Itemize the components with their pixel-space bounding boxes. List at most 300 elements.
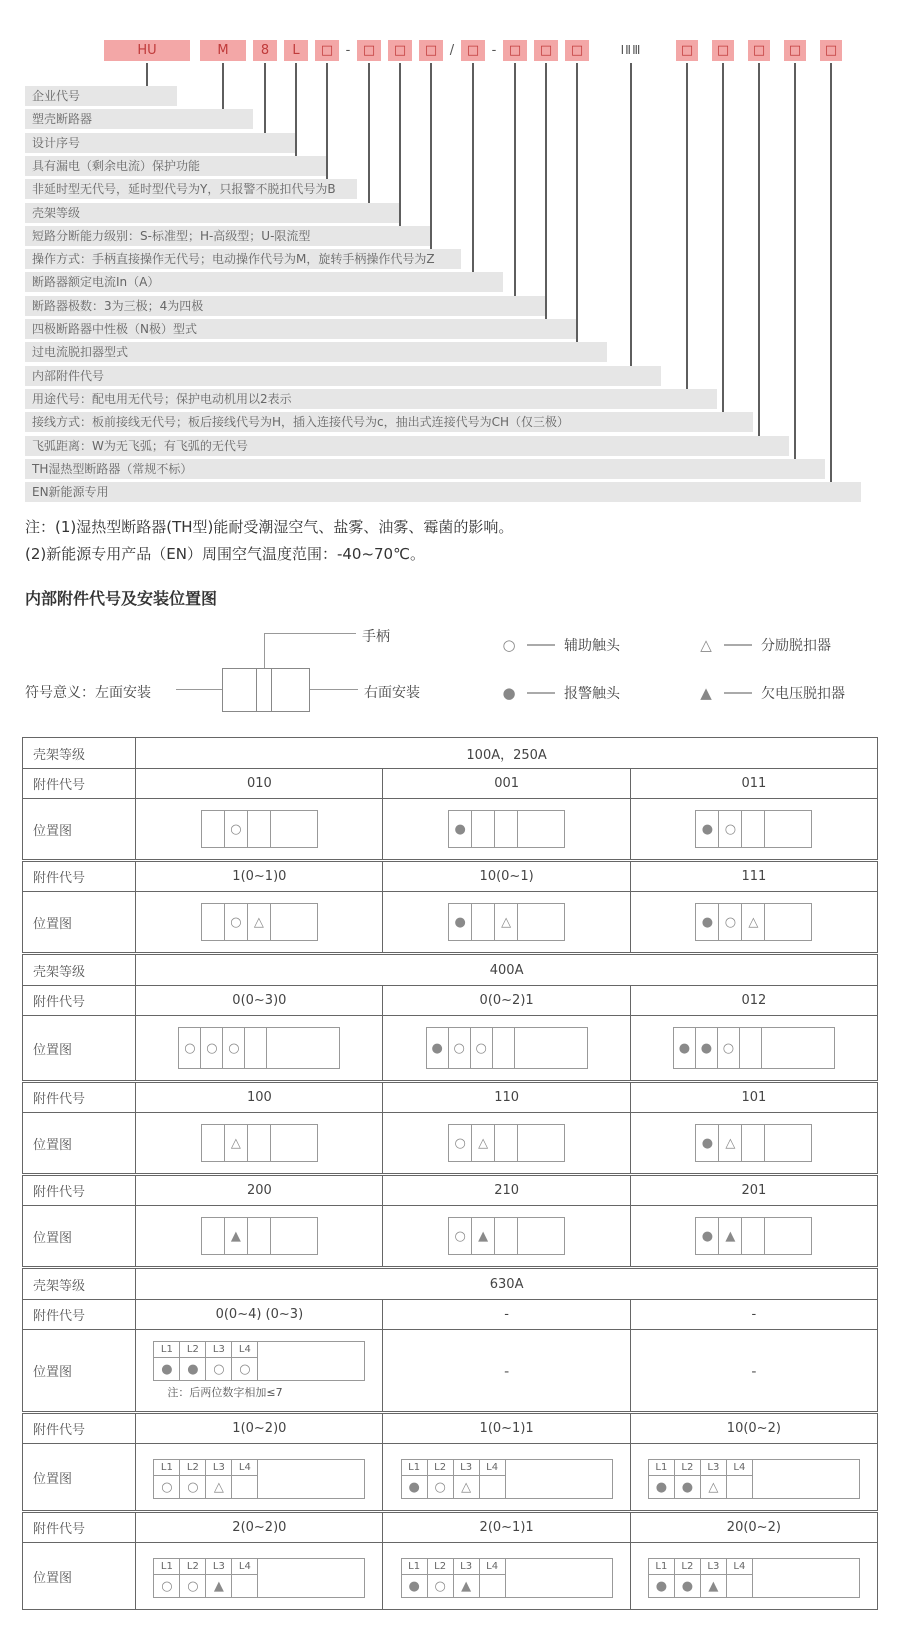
row-header-frame-level: 壳架等级 [23, 1268, 136, 1300]
model-code-segment-roman: ⅠⅡⅢ [620, 43, 642, 57]
pole-header: L2 [675, 1559, 701, 1575]
segment-description-label: 飞弧距离：W为无飞弧；有飞弧的无代号 [25, 436, 789, 456]
diagram-slot [518, 904, 564, 940]
position-diagram-row [23, 799, 878, 861]
segment-description-label: 接线方式：板前接线无代号；板后接线代号为H，插入连接代号为c，抽出式连接代号为CH（仅三极） [25, 412, 753, 432]
diagram-slot [471, 1028, 493, 1068]
model-code-segment: □ [676, 40, 698, 61]
row-header-accessory-code: 附件代号 [23, 1512, 136, 1543]
diagram-slot [428, 1575, 454, 1597]
diagram-slot [696, 1125, 719, 1161]
diagram-slot [248, 1125, 271, 1161]
diagram-slot [267, 1028, 339, 1068]
notes [25, 514, 513, 568]
position-diagram-cell [136, 1113, 383, 1175]
segment-description-label: EN新能源专用 [25, 482, 861, 502]
position-diagram [648, 1459, 860, 1499]
alarm-contact-symbol: ● [700, 1040, 713, 1056]
shunt-release-symbol: △ [230, 1135, 241, 1151]
segment-description-label: TH湿热型断路器（常规不标） [25, 459, 825, 479]
alarm-contact-symbol: ● [655, 1578, 668, 1594]
accessory-code-value: - [630, 1300, 877, 1330]
l-numbered-diagram [153, 1558, 365, 1598]
diagram-slot [719, 1218, 742, 1254]
model-code-segment: □ [315, 40, 339, 61]
model-code-separator: - [345, 43, 351, 58]
diagram-slot [480, 1575, 506, 1597]
position-diagram [153, 1558, 365, 1598]
segment-description-label: 企业代号 [25, 86, 177, 106]
pole-header: L4 [232, 1460, 258, 1476]
accessory-code-row [23, 861, 878, 892]
accessory-code-value: 10(0~2) [630, 1413, 877, 1444]
diagram-slot [202, 1125, 225, 1161]
left-mount-pointer-line [176, 689, 222, 690]
accessory-code-value: 101 [630, 1082, 877, 1113]
segment-description-label: 短路分断能力级别：S-标准型；H-高级型；U-限流型 [25, 226, 430, 246]
position-diagram-cell [630, 1113, 877, 1175]
diagram-slot [719, 1125, 742, 1161]
legend-item-label: 欠电压脱扣器 [761, 686, 845, 702]
row-header-accessory-code: 附件代号 [23, 1175, 136, 1206]
segment-connector-line [146, 63, 148, 86]
legend-item [500, 636, 620, 654]
row-header-position-diagram: 位置图 [23, 799, 136, 861]
position-diagram [153, 1341, 365, 1400]
alarm-contact-symbol: ● [454, 914, 466, 930]
diagram-slot [232, 1476, 258, 1498]
position-diagram [448, 1217, 565, 1255]
position-diagram-cell [383, 1444, 630, 1512]
note-line-1: 注：(1)湿热型断路器(TH型)能耐受潮湿空气、盐雾、油雾、霉菌的影响。 [25, 518, 514, 536]
shunt-release-symbol: △ [213, 1479, 224, 1495]
frame-level-value: 100A，250A [136, 738, 878, 769]
diagram-slot [225, 1125, 248, 1161]
diagram-body-area [258, 1342, 364, 1380]
position-diagram [201, 1217, 318, 1255]
diagram-slot [271, 904, 317, 940]
aux-contact-symbol: ○ [230, 914, 242, 930]
pole-header: L3 [206, 1460, 232, 1476]
legend-item-label: 辅助触头 [564, 638, 620, 654]
alarm-contact-symbol: ● [701, 914, 714, 930]
segment-connector-line [514, 63, 516, 296]
position-diagram [695, 1124, 812, 1162]
aux-contact-symbol: ○ [230, 821, 242, 837]
diagram-body-area [753, 1559, 859, 1597]
legend-item [697, 636, 831, 654]
diagram-slot [480, 1476, 506, 1498]
position-diagram [448, 1124, 565, 1162]
diagram-slot [701, 1476, 727, 1498]
diagram-slot [202, 904, 225, 940]
accessory-position-table [22, 737, 878, 1610]
pole-header: L1 [154, 1460, 180, 1476]
aux-contact-symbol: ○ [239, 1361, 251, 1377]
accessory-code-row [23, 1082, 878, 1113]
row-header-position-diagram: 位置图 [23, 1330, 136, 1413]
accessory-code-row [23, 769, 878, 799]
no-accessory-dash: - [751, 1364, 757, 1380]
accessory-code-value: 10(0~1) [383, 861, 630, 892]
diagram-slot [180, 1358, 206, 1380]
model-code-separator: / [449, 43, 455, 58]
diagram-slot [495, 1125, 518, 1161]
model-code-segment: □ [461, 40, 485, 61]
accessory-code-row [23, 1175, 878, 1206]
aux-contact-symbol: ○ [475, 1040, 487, 1056]
diagram-body-area [506, 1460, 612, 1498]
position-diagram-cell [136, 1330, 383, 1413]
diagram-slot [202, 1218, 225, 1254]
diagram-body-area [258, 1559, 364, 1597]
pole-header: L1 [402, 1559, 428, 1575]
position-diagram-cell [630, 1016, 877, 1082]
breaker-handle-slot [256, 669, 272, 711]
l-numbered-diagram [401, 1558, 613, 1598]
diagram-slot [495, 904, 518, 940]
shunt-release-symbol: △ [700, 635, 712, 654]
position-diagram-cell [383, 1330, 630, 1413]
row-header-accessory-code: 附件代号 [23, 769, 136, 799]
diagram-slot [742, 904, 765, 940]
no-accessory-dash: - [504, 1364, 510, 1380]
diagram-slot [515, 1028, 587, 1068]
diagram-slot [402, 1575, 428, 1597]
right-mount-pointer-line [310, 689, 358, 690]
model-code-segment: HU [104, 40, 190, 61]
diagram-slot [271, 811, 317, 847]
diagram-slot [762, 1028, 834, 1068]
pole-header: L3 [454, 1559, 480, 1575]
pole-header: L1 [154, 1559, 180, 1575]
diagram-slot [696, 1218, 719, 1254]
accessory-code-value: 200 [136, 1175, 383, 1206]
pole-header: L4 [480, 1559, 506, 1575]
position-diagram-cell [383, 1206, 630, 1268]
undervoltage-release-symbol: ▲ [213, 1578, 224, 1594]
model-code-segment: □ [419, 40, 443, 61]
segment-description-label: 非延时型无代号，延时型代号为Y，只报警不脱扣代号为B [25, 179, 357, 199]
accessory-code-value: 2(0~2)0 [136, 1512, 383, 1543]
diagram-slot [449, 904, 472, 940]
row-header-position-diagram: 位置图 [23, 1113, 136, 1175]
aux-contact-symbol: ○ [184, 1040, 196, 1056]
diagram-slot [675, 1476, 701, 1498]
diagram-slot [225, 904, 248, 940]
accessory-code-value: 0(0~4) (0~3) [136, 1300, 383, 1330]
row-header-position-diagram: 位置图 [23, 892, 136, 954]
pole-header: L2 [180, 1342, 206, 1358]
aux-contact-symbol: ○ [161, 1479, 173, 1495]
model-code-segment: □ [388, 40, 412, 61]
accessory-code-value: 100 [136, 1082, 383, 1113]
breaker-top-view-diagram [222, 668, 310, 712]
diagram-slot [449, 1125, 472, 1161]
position-diagram [401, 1459, 613, 1499]
pole-header: L4 [480, 1460, 506, 1476]
diagram-slot [696, 904, 719, 940]
segment-description-label: 塑壳断路器 [25, 109, 253, 129]
segment-connector-line [222, 63, 224, 109]
diagram-slot [740, 1028, 762, 1068]
segment-description-label: 具有漏电（剩余电流）保护功能 [25, 156, 326, 176]
segment-description-label: 操作方式：手柄直接操作无代号；电动操作代号为M，旋转手柄操作代号为Z [25, 249, 461, 269]
undervoltage-release-symbol: ▲ [230, 1228, 241, 1244]
right-mount-label: 右面安装 [364, 685, 420, 701]
position-diagram-cell [383, 1016, 630, 1082]
position-diagram-cell [383, 1113, 630, 1175]
aux-contact-symbol: ○ [454, 1228, 466, 1244]
position-diagram [426, 1027, 588, 1069]
diagram-slot [232, 1358, 258, 1380]
diagram-slot [719, 811, 742, 847]
pole-header: L1 [649, 1559, 675, 1575]
diagram-slot [449, 811, 472, 847]
segment-description-label: 断路器额定电流In（A） [25, 272, 503, 292]
position-diagram-cell [630, 1444, 877, 1512]
diagram-slot [428, 1476, 454, 1498]
shunt-release-symbol: △ [501, 914, 512, 930]
legend-item-label: 报警触头 [564, 686, 620, 702]
aux-contact-symbol: ○ [724, 914, 737, 930]
model-code-diagram [0, 0, 900, 512]
model-code-segment: □ [784, 40, 806, 61]
position-diagram-row [23, 1016, 878, 1082]
diagram-slot [765, 811, 811, 847]
segment-connector-line [576, 63, 578, 342]
row-header-accessory-code: 附件代号 [23, 1082, 136, 1113]
diagram-slot [649, 1575, 675, 1597]
model-code-segment: 8 [253, 40, 277, 61]
position-diagram-cell [136, 799, 383, 861]
row-header-position-diagram: 位置图 [23, 1206, 136, 1268]
accessory-code-value: 001 [383, 769, 630, 799]
diagram-slot [201, 1028, 223, 1068]
diagram-slot [225, 811, 248, 847]
position-diagram [448, 903, 565, 941]
position-diagram [695, 903, 812, 941]
accessory-code-value: 1(0~1)1 [383, 1413, 630, 1444]
pole-header: L2 [675, 1460, 701, 1476]
segment-connector-line [758, 63, 760, 436]
row-header-position-diagram: 位置图 [23, 1016, 136, 1082]
diagram-slot [727, 1575, 753, 1597]
position-diagram-row [23, 1543, 878, 1610]
position-diagram [201, 810, 318, 848]
diagram-slot [154, 1358, 180, 1380]
accessory-code-value: 110 [383, 1082, 630, 1113]
segment-connector-line [830, 63, 832, 482]
diagram-slot [225, 1218, 248, 1254]
legend-dash-line [724, 692, 752, 694]
shunt-release-symbol: △ [725, 1135, 736, 1151]
diagram-body-area [506, 1559, 612, 1597]
model-code-separator: - [491, 43, 497, 58]
diagram-slot [742, 1125, 765, 1161]
diagram-slot [719, 904, 742, 940]
model-code-segment: □ [503, 40, 527, 61]
frame-level-row [23, 738, 878, 769]
position-diagram [401, 1558, 613, 1598]
pole-header: L2 [180, 1559, 206, 1575]
position-diagram-row [23, 1444, 878, 1512]
accessory-code-value: 1(0~2)0 [136, 1413, 383, 1444]
accessory-code-row [23, 1512, 878, 1543]
shunt-release-symbol: △ [478, 1135, 489, 1151]
diagram-slot [271, 1125, 317, 1161]
position-diagram-cell [383, 892, 630, 954]
pole-header: L2 [428, 1460, 454, 1476]
position-diagram-cell [630, 1543, 877, 1610]
segment-connector-line [326, 63, 328, 179]
model-code-segment: □ [357, 40, 381, 61]
diagram-slot [223, 1028, 245, 1068]
accessory-code-value: 20(0~2) [630, 1512, 877, 1543]
undervoltage-release-symbol: ▲ [708, 1578, 719, 1594]
pole-header: L4 [727, 1460, 753, 1476]
diagram-slot [674, 1028, 696, 1068]
alarm-contact-symbol: ● [655, 1479, 668, 1495]
pole-header: L1 [402, 1460, 428, 1476]
position-diagram-cell [383, 1543, 630, 1610]
row-header-position-diagram: 位置图 [23, 1444, 136, 1512]
segment-connector-line [368, 63, 370, 203]
aux-contact-symbol: ○ [722, 1040, 735, 1056]
segment-description-label: 断路器极数：3为三极；4为四极 [25, 296, 545, 316]
alarm-contact-symbol: ● [408, 1479, 420, 1495]
pole-header: L3 [454, 1460, 480, 1476]
diagram-slot [454, 1575, 480, 1597]
position-diagram-row [23, 1206, 878, 1268]
undervoltage-release-symbol: ▲ [461, 1578, 472, 1594]
segment-description-label: 设计序号 [25, 133, 295, 153]
diagram-slot [180, 1575, 206, 1597]
segment-description-label: 内部附件代号 [25, 366, 661, 386]
l-numbered-diagram [401, 1459, 613, 1499]
alarm-contact-symbol: ● [431, 1040, 443, 1056]
aux-contact-symbol: ○ [434, 1479, 446, 1495]
diagram-slot [495, 1218, 518, 1254]
l-numbered-diagram [648, 1558, 860, 1598]
pole-header: L1 [154, 1342, 180, 1358]
segment-connector-line [794, 63, 796, 459]
diagram-slot [427, 1028, 449, 1068]
position-diagram-row [23, 1113, 878, 1175]
accessory-table [22, 737, 878, 1610]
model-code-segment: M [200, 40, 246, 61]
alarm-contact-symbol: ● [701, 821, 714, 837]
legend-dash-line [527, 644, 555, 646]
pole-header: L4 [727, 1559, 753, 1575]
pole-header: L3 [206, 1559, 232, 1575]
diagram-slot [675, 1575, 701, 1597]
diagram-slot [472, 904, 495, 940]
diagram-slot [472, 811, 495, 847]
frame-level-row [23, 1268, 878, 1300]
accessory-code-value: 201 [630, 1175, 877, 1206]
position-diagram-cell [136, 1543, 383, 1610]
position-diagram-cell [136, 1206, 383, 1268]
accessory-code-value: 011 [630, 769, 877, 799]
l-numbered-diagram [153, 1459, 365, 1499]
diagram-slot [271, 1218, 317, 1254]
segment-connector-line [472, 63, 474, 272]
diagram-slot [696, 1028, 718, 1068]
frame-level-value: 400A [136, 954, 878, 986]
pole-header: L3 [206, 1342, 232, 1358]
diagram-slot [718, 1028, 740, 1068]
row-header-position-diagram: 位置图 [23, 1543, 136, 1610]
segment-description-label: 用途代号：配电用无代号；保护电动机用以2表示 [25, 389, 717, 409]
handle-pointer-line [264, 633, 356, 634]
segment-connector-line [545, 63, 547, 319]
alarm-contact-symbol: ● [454, 821, 466, 837]
row-header-frame-level: 壳架等级 [23, 954, 136, 986]
segment-description-label: 壳架等级 [25, 203, 399, 223]
position-diagram-cell [630, 799, 877, 861]
position-diagram-cell [630, 1330, 877, 1413]
diagram-slot [206, 1358, 232, 1380]
pole-header: L3 [701, 1559, 727, 1575]
diagram-slot [248, 904, 271, 940]
aux-contact-symbol: ○ [228, 1040, 240, 1056]
shunt-release-symbol: △ [708, 1479, 719, 1495]
frame-level-value: 630A [136, 1268, 878, 1300]
accessory-code-value: 0(0~3)0 [136, 986, 383, 1016]
shunt-release-symbol: △ [461, 1479, 472, 1495]
undervoltage-release-symbol: ▲ [725, 1228, 736, 1244]
diagram-slot [154, 1476, 180, 1498]
segment-description-label: 过电流脱扣器型式 [25, 342, 607, 362]
position-diagram [695, 810, 812, 848]
model-code-segment: □ [565, 40, 589, 61]
diagram-slot [518, 1218, 564, 1254]
accessory-code-value: 1(0~1)0 [136, 861, 383, 892]
accessory-code-value: 2(0~1)1 [383, 1512, 630, 1543]
aux-contact-symbol: ○ [724, 821, 737, 837]
diagram-slot [402, 1476, 428, 1498]
alarm-contact-symbol: ● [701, 1135, 714, 1151]
diagram-slot [765, 904, 811, 940]
aux-contact-symbol: ○ [206, 1040, 218, 1056]
diagram-slot [180, 1476, 206, 1498]
diagram-slot [248, 811, 271, 847]
legend-dash-line [724, 644, 752, 646]
row-header-accessory-code: 附件代号 [23, 861, 136, 892]
shunt-release-symbol: △ [253, 914, 264, 930]
accessory-code-row [23, 986, 878, 1016]
row-header-accessory-code: 附件代号 [23, 986, 136, 1016]
diagram-slot [765, 1125, 811, 1161]
aux-contact-symbol: ○ [453, 1040, 465, 1056]
diagram-slot [742, 811, 765, 847]
diagram-slot [206, 1575, 232, 1597]
alarm-contact-symbol: ● [681, 1479, 694, 1495]
diagram-slot [206, 1476, 232, 1498]
legend-dash-line [527, 692, 555, 694]
position-diagram [673, 1027, 835, 1069]
accessory-code-row [23, 1300, 878, 1330]
position-diagram [178, 1027, 340, 1069]
frame-level-row [23, 954, 878, 986]
segment-connector-line [295, 63, 297, 156]
alarm-contact-symbol: ● [701, 1228, 714, 1244]
legend-item-label: 分励脱扣器 [761, 638, 831, 654]
l-numbered-diagram [648, 1459, 860, 1499]
segment-connector-line [722, 63, 724, 412]
position-diagram-cell [630, 892, 877, 954]
